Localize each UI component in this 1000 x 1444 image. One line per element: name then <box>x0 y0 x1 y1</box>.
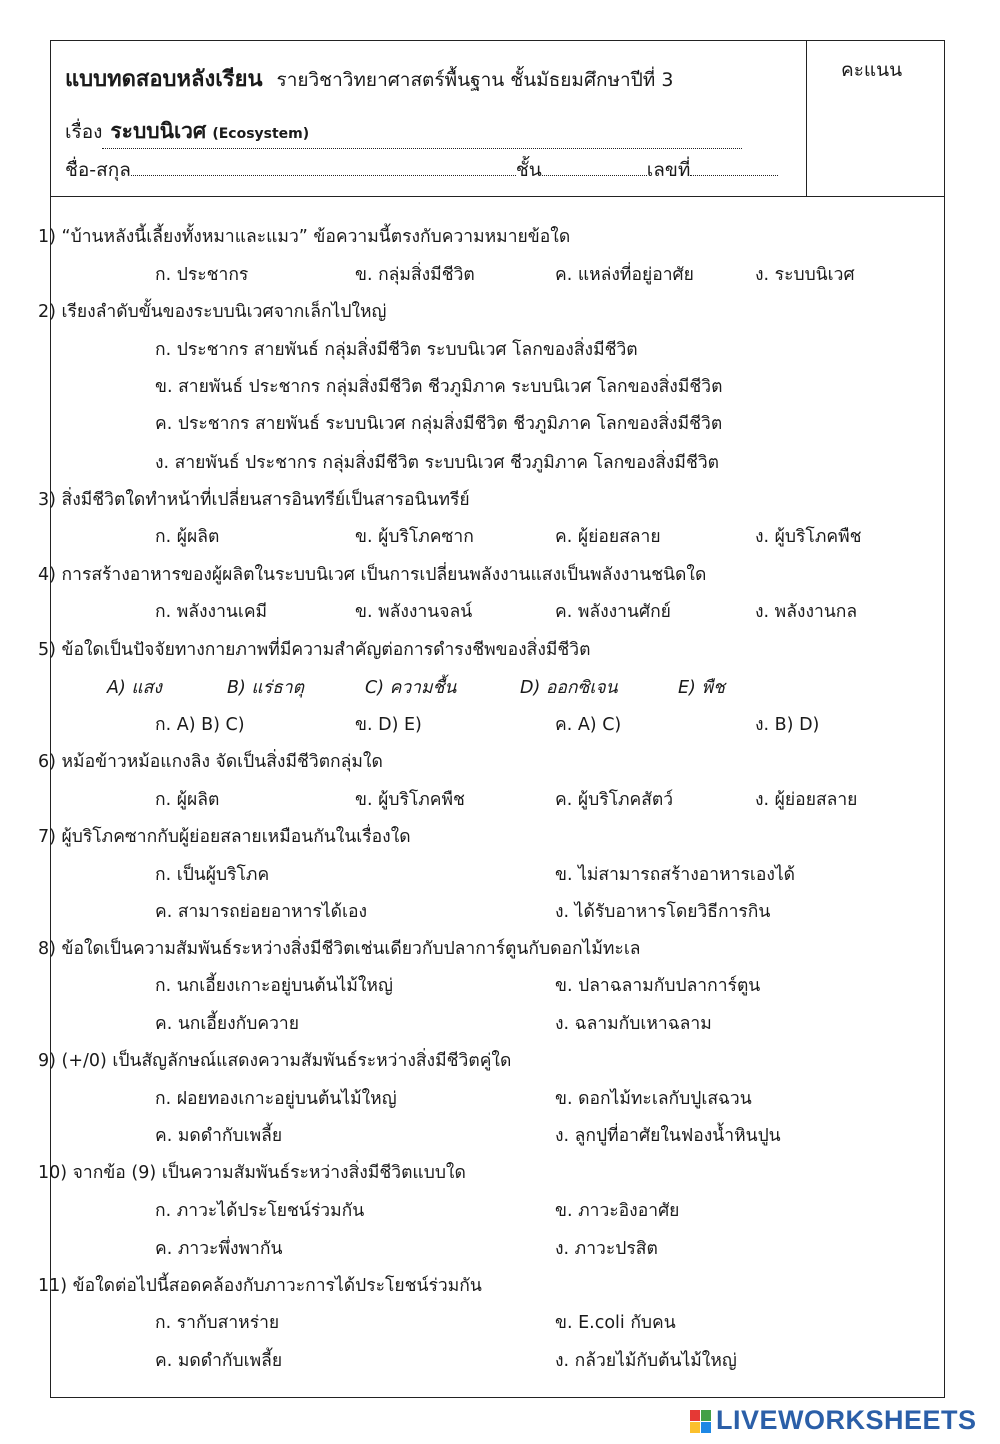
question-6: 6) หม้อข้าวหม้อแกงลิง จัดเป็นสิ่งมีชีวิตกลุ่มใด <box>38 752 383 772</box>
q5-choice-d: D) ออกซิเจน <box>520 678 618 698</box>
q11-option-c[interactable]: ค. มดดำกับเพลี้ย <box>155 1351 283 1371</box>
question-2: 2) เรียงลำดับขั้นของระบบนิเวศจากเล็กไปใหญ่ <box>38 302 387 322</box>
q11-option-a[interactable]: ก. รากับสาหร่าย <box>155 1313 280 1333</box>
question-1: 1) “บ้านหลังนี้เลี้ยงทั้งหมาและแมว” ข้อความนี้ตรงกับความหมายข้อใด <box>38 227 571 247</box>
q7-option-b[interactable]: ข. ไม่สามารถสร้างอาหารเองได้ <box>555 865 796 885</box>
q1-option-c[interactable]: ค. แหล่งที่อยู่อาศัย <box>555 265 694 285</box>
title-bold: แบบทดสอบหลังเรียน <box>65 67 263 92</box>
question-5: 5) ข้อใดเป็นปัจจัยทางกายภาพที่มีความสำคัญต่อการดำรงชีพของสิ่งมีชีวิต <box>38 640 591 660</box>
q4-option-c[interactable]: ค. พลังงานศักย์ <box>555 602 671 622</box>
q5-option-c[interactable]: ค. A) C) <box>555 715 622 735</box>
name-label: ชื่อ-สกุล <box>65 159 131 181</box>
q6-option-c[interactable]: ค. ผู้บริโภคสัตว์ <box>555 790 674 810</box>
q6-option-d[interactable]: ง. ผู้ย่อยสลาย <box>755 790 858 810</box>
q8-option-a[interactable]: ก. นกเอี้ยงเกาะอยู่บนต้นไม้ใหญ่ <box>155 976 393 996</box>
q7-option-d[interactable]: ง. ได้รับอาหารโดยวิธีการกิน <box>555 902 771 922</box>
q5-choice-b: B) แร่ธาตุ <box>227 678 304 698</box>
q1-option-b[interactable]: ข. กลุ่มสิ่งมีชีวิต <box>355 265 475 285</box>
q9-option-b[interactable]: ข. ดอกไม้ทะเลกับปูเสฉวน <box>555 1089 752 1109</box>
question-7: 7) ผู้บริโภคซากกับผู้ย่อยสลายเหมือนกันในเรื่องใด <box>38 827 411 847</box>
question-8: 8) ข้อใดเป็นความสัมพันธ์ระหว่างสิ่งมีชีวิตเช่นเดียวกับปลาการ์ตูนกับดอกไม้ทะเล <box>38 939 641 959</box>
q5-choice-c: C) ความชื้น <box>365 678 457 698</box>
q5-option-a[interactable]: ก. A) B) C) <box>155 715 245 735</box>
q4-option-b[interactable]: ข. พลังงานจลน์ <box>355 602 473 622</box>
q7-option-c[interactable]: ค. สามารถย่อยอาหารได้เอง <box>155 902 368 922</box>
question-4: 4) การสร้างอาหารของผู้ผลิตในระบบนิเวศ เป็นการเปลี่ยนพลังงานแสงเป็นพลังงานชนิดใด <box>38 565 707 585</box>
q9-option-d[interactable]: ง. ลูกปูที่อาศัยในฟองน้ำหินปูน <box>555 1126 781 1146</box>
topic-title: ระบบนิเวศ <box>110 119 207 143</box>
q2-option-b[interactable]: ข. สายพันธ์ ประชากร กลุ่มสิ่งมีชีวิต ชีวภูมิภาค ระบบนิเวศ โลกของสิ่งมีชีวิต <box>155 377 723 397</box>
score-box <box>806 41 944 196</box>
number-field[interactable] <box>690 155 778 176</box>
q11-option-d[interactable]: ง. กล้วยไม้กับต้นไม้ใหญ่ <box>555 1351 737 1371</box>
logo-mark-icon <box>690 1410 712 1434</box>
q7-option-a[interactable]: ก. เป็นผู้บริโภค <box>155 865 270 885</box>
class-label: ชั้น <box>515 159 542 181</box>
name-field[interactable] <box>131 155 516 176</box>
q2-option-a[interactable]: ก. ประชากร สายพันธ์ กลุ่มสิ่งมีชีวิต ระบบนิเวศ โลกของสิ่งมีชีวิต <box>155 340 638 360</box>
q9-option-c[interactable]: ค. มดดำกับเพลี้ย <box>155 1126 283 1146</box>
header <box>51 41 944 197</box>
topic-line <box>102 115 742 149</box>
number-label: เลขที่ <box>646 159 691 181</box>
q2-option-d[interactable]: ง. สายพันธ์ ประชากร กลุ่มสิ่งมีชีวิต ระบบนิเวศ ชีวภูมิภาค โลกของสิ่งมีชีวิต <box>155 453 720 473</box>
q5-choice-e: E) พืช <box>678 678 725 698</box>
question-11: 11) ข้อใดต่อไปนี้สอดคล้องกับภาวะการได้ประโยชน์ร่วมกัน <box>38 1276 482 1296</box>
q4-option-d[interactable]: ง. พลังงานกล <box>755 602 858 622</box>
topic-row <box>65 115 742 149</box>
question-3: 3) สิ่งมีชีวิตใดทำหน้าที่เปลี่ยนสารอินทรีย์เป็นสารอนินทรีย์ <box>38 490 470 510</box>
q8-option-c[interactable]: ค. นกเอี้ยงกับควาย <box>155 1014 299 1034</box>
q9-option-a[interactable]: ก. ฝอยทองเกาะอยู่บนต้นไม้ใหญ่ <box>155 1089 397 1109</box>
q11-option-b[interactable]: ข. E.coli กับคน <box>555 1313 676 1333</box>
name-row <box>65 155 778 185</box>
q2-option-c[interactable]: ค. ประชากร สายพันธ์ ระบบนิเวศ กลุ่มสิ่งมีชีวิต ชีวภูมิภาค โลกของสิ่งมีชีวิต <box>155 414 723 434</box>
q8-option-d[interactable]: ง. ฉลามกับเหาฉลาม <box>555 1014 712 1034</box>
q4-option-a[interactable]: ก. พลังงานเคมี <box>155 602 268 622</box>
q3-option-c[interactable]: ค. ผู้ย่อยสลาย <box>555 527 661 547</box>
score-label: คะแนน <box>841 59 903 81</box>
q5-option-d[interactable]: ง. B) D) <box>755 715 820 735</box>
q3-option-b[interactable]: ข. ผู้บริโภคซาก <box>355 527 474 547</box>
q10-option-b[interactable]: ข. ภาวะอิงอาศัย <box>555 1201 680 1221</box>
title-subject: รายวิชาวิทยาศาสตร์พื้นฐาน ชั้นมัธยมศึกษาปีที่ 3 <box>276 69 674 91</box>
title-row <box>65 61 673 96</box>
q10-option-a[interactable]: ก. ภาวะได้ประโยชน์ร่วมกัน <box>155 1201 365 1221</box>
q1-option-a[interactable]: ก. ประชากร <box>155 265 249 285</box>
q3-option-a[interactable]: ก. ผู้ผลิต <box>155 527 220 547</box>
question-10: 10) จากข้อ (9) เป็นความสัมพันธ์ระหว่างสิ่งมีชีวิตแบบใด <box>38 1163 466 1183</box>
q5-option-b[interactable]: ข. D) E) <box>355 715 422 735</box>
logo-text: LIVEWORKSHEETS <box>716 1405 977 1435</box>
q6-option-b[interactable]: ข. ผู้บริโภคพืช <box>355 790 465 810</box>
topic-english: (Ecosystem) <box>212 126 310 142</box>
class-field[interactable] <box>542 155 647 176</box>
q1-option-d[interactable]: ง. ระบบนิเวศ <box>755 265 855 285</box>
q10-option-d[interactable]: ง. ภาวะปรสิต <box>555 1239 658 1259</box>
q3-option-d[interactable]: ง. ผู้บริโภคพืช <box>755 527 862 547</box>
q8-option-b[interactable]: ข. ปลาฉลามกับปลาการ์ตูน <box>555 976 761 996</box>
q6-option-a[interactable]: ก. ผู้ผลิต <box>155 790 220 810</box>
q5-choice-a: A) แสง <box>107 678 162 698</box>
topic-label: เรื่อง <box>65 121 103 143</box>
q10-option-c[interactable]: ค. ภาวะพึ่งพากัน <box>155 1239 283 1259</box>
question-9: 9) (+/0) เป็นสัญลักษณ์แสดงความสัมพันธ์ระหว่างสิ่งมีชีวิตคู่ใด <box>38 1051 512 1071</box>
